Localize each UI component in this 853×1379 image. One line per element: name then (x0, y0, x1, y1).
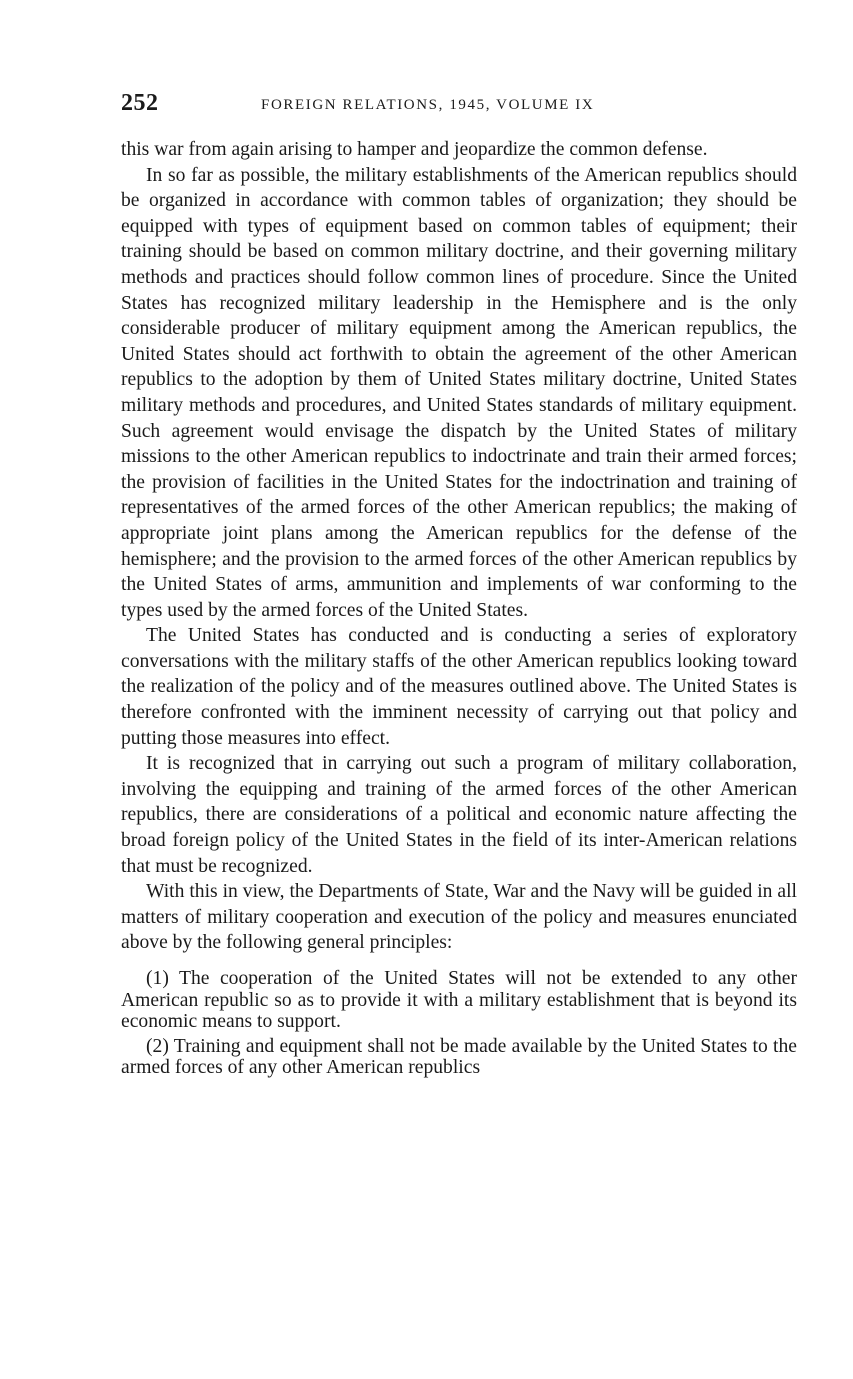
running-title: FOREIGN RELATIONS, 1945, VOLUME IX (261, 97, 595, 113)
page-number: 252 (121, 90, 159, 116)
principle-item: (2) Training and equipment shall not be made available by the United States to the armed forces of any other American republics (121, 1035, 797, 1078)
principle-item: (1) The cooperation of the United States will not be extended to any other American republic so as to provide it with a military establishment that is beyond its economic means to support. (121, 968, 797, 1032)
principles-list (121, 968, 797, 1079)
body-text (121, 137, 797, 956)
document-page (121, 90, 797, 1082)
paragraph-continuation: this war from again arising to hamper and jeopardize the common defense. (121, 139, 708, 160)
running-head (121, 90, 797, 126)
paragraph: It is recognized that in carrying out such a program of military collaboration, involving the equipping and training of the armed forces of the other American republics, there are considerations of a political and economic nature affecting the broad foreign policy of the United States in the field of its inter-American relations that must be recognized. (121, 753, 797, 877)
paragraph: In so far as possible, the military establishments of the American republics should be organized in accordance with common tables of organization; they should be equipped with types of equipment based on common tables of equipment; their training should be based on common military doctrine, and their governing military methods and practices should follow common lines of procedure. Since the United States has recognized military leadership in the Hemisphere and is the only considerable producer of military equipment among the American republics, the United States should act forthwith to obtain the agreement of the other American republics to the adoption by them of United States military doctrine, United States military methods and procedures, and United States standards of military equipment. Such agreement would envisage the dispatch by the United States of military missions to the other American republics to indoctrinate and train their armed forces; the provision of facilities in the United States for the indoctrination and training of representatives of the armed forces of the other American republics; the making of appropriate joint plans among the American republics for the defense of the hemisphere; and the provision to the armed forces of the other American republics by the United States of arms, ammunition and implements of war conforming to the types used by the armed forces of the United States. (121, 164, 797, 621)
paragraph: With this in view, the Departments of State, War and the Navy will be guided in all matters of military cooperation and execution of the policy and measures enunciated above by the following general principles: (121, 881, 797, 954)
paragraph: The United States has conducted and is conducting a series of exploratory conversations with the military staffs of the other American republics looking toward the realization of the policy and of the measures outlined above. The United States is therefore confronted with the imminent necessity of carrying out that policy and putting those measures into effect. (121, 625, 797, 749)
